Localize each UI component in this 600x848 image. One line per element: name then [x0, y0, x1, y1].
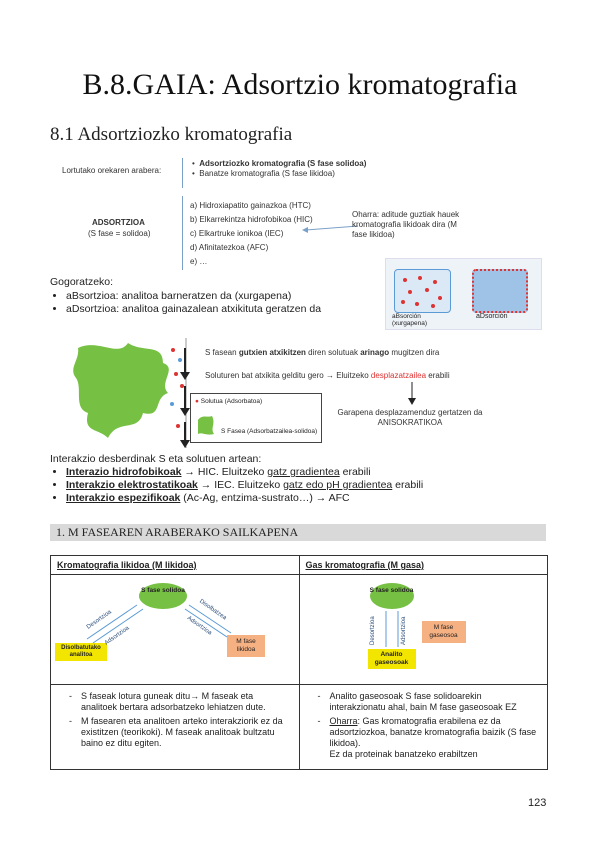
- mobile-phase-node: M fase likidoa: [227, 635, 265, 657]
- interaction-item: • Interakzio elektrostatikoak → IEC. Eluitzeko gatz edo pH gradientea erabili: [66, 479, 423, 491]
- type-item: e) …: [190, 257, 208, 266]
- divider: [182, 196, 183, 270]
- interactions-list: [52, 466, 423, 505]
- note: Oharra: aditude guztiak hauek kromatografia likidoak dira (M fase likidoa): [352, 210, 460, 239]
- note-item: - M fasearen eta analitoen arteko interakziorik ez da existitzen (teorikoki). M faseak analitoak bultzatu baino ez ditu egiten.: [81, 716, 291, 749]
- analyte-node: Disolbatutako analitoa: [55, 643, 107, 661]
- note-item: - Oharra: Gas kromatografia erabilena ez da adsortziozkoa, banatze kromatografia baizik (S fase likidoa). Ez da proteinak banatzeko erabiltzen: [330, 716, 540, 760]
- arrow-icon: [300, 220, 360, 240]
- section-title: 8.1 Adsortziozko kromatografia: [50, 124, 293, 145]
- column-diagram: [68, 338, 188, 448]
- note-item: - S faseak lotura guneak ditu→ M faseak eta analitoek bertara adsorbatzeko lehiatzen dute.: [81, 691, 291, 713]
- analyte-node: Analito gaseosoak: [368, 649, 416, 669]
- diagram-line-2: Soluturen bat atxikita gelditu gero → Eluitzeko desplazatzailea erabili: [205, 371, 450, 380]
- particles-icon: [395, 270, 450, 312]
- adsorption-box: [472, 269, 528, 313]
- diagram-arrows-icon: [300, 575, 548, 685]
- adsorption-label: Adsortzioa: [103, 625, 131, 647]
- note-item: - Analito gaseosoak S fase solidoarekin interakzionatu ahal, bain M fase gaseosoak EZ: [330, 691, 540, 713]
- column-illustration: [68, 338, 188, 448]
- adsorption-label: ADSORTZIOA: [92, 218, 145, 227]
- phase-item: • Banatze kromatografia (S fase likidoa): [192, 169, 335, 178]
- type-item: d) Afinitatezkoa (AFC): [190, 243, 269, 252]
- diagram-line-3: Garapena desplazamenduz gertatzen da ANISOKRATIKOA: [337, 408, 483, 427]
- absorption-box: [394, 269, 451, 313]
- dissolution-label: Disolbatzea: [198, 598, 228, 622]
- absorption-figure: [385, 258, 542, 330]
- section-band: 1. M FASEAREN ARABERAKO SAILKAPENA: [50, 524, 546, 541]
- col1-diagram: [51, 575, 300, 685]
- absorption-caption: aBsorción (xurgapena): [392, 313, 428, 327]
- col2-header: Gas kromatografia (M gasa): [299, 556, 548, 575]
- type-item: b) Elkarrekintza hidrofobikoa (HIC): [190, 215, 313, 224]
- phase-item: • Adsortziozko kromatografia (S fase solidoa): [192, 159, 367, 168]
- arrow-down-icon: [406, 382, 418, 406]
- mobile-phase-node: M fase gaseosoa: [422, 621, 466, 643]
- adsorption-label: Adsortzioa: [185, 615, 213, 637]
- phase-list: [192, 159, 366, 179]
- comparison-table: [50, 555, 548, 770]
- adsorption-caption: aDsorción: [476, 313, 508, 320]
- col2-diagram: [299, 575, 548, 685]
- page-number: 123: [528, 797, 547, 809]
- legend-box: [190, 393, 322, 443]
- interactions-intro: Interakzio desberdinak S eta solutuen artean:: [50, 453, 262, 465]
- col1-header: Kromatografia likidoa (M likidoa): [51, 556, 300, 575]
- interaction-item: • Interazio hidrofobikoak → HIC. Eluitzeko gatz gradientea erabili: [66, 466, 423, 478]
- diagram-line-1: S fasean gutxien atxikitzen diren solutuak arinago mugitzen dira: [205, 348, 440, 357]
- remember-item: • aBsortzioa: analitoa barneratzen da (xurgapena): [66, 290, 321, 302]
- phase-criterion-label: Lortutako orekaren arabera:: [62, 166, 162, 175]
- type-list: [190, 199, 313, 269]
- page-title: B.8.GAIA: Adsortzio kromatografia: [82, 68, 518, 101]
- divider: [182, 158, 183, 188]
- type-item: a) Hidroxiapatito gainazkoa (HTC): [190, 201, 311, 210]
- remember-list: [52, 290, 321, 316]
- remember-item: • aDsortzioa: analitoa gainazalean atxikituta geratzen da: [66, 303, 321, 315]
- adsorption-label: Adsortzioa: [400, 616, 407, 645]
- desorption-label: Desortzioa: [85, 609, 113, 631]
- solid-phase-node: S fase solidoa: [370, 583, 414, 609]
- col2-notes: [299, 685, 548, 770]
- type-item: c) Elkartruke ionikoa (IEC): [190, 229, 284, 238]
- remember-label: Gogoratzeko:: [50, 276, 114, 288]
- interaction-item: • Interakzio espezifikoak (Ac-Ag, entzima-sustrato…) → AFC: [66, 492, 423, 504]
- legend-phase: S Fasea (Adsorbatzailea-solidoa): [221, 428, 318, 435]
- adsorption-sub: (S fase = solidoa): [88, 229, 151, 238]
- desorption-label: Desortzioa: [369, 616, 376, 645]
- solid-phase-node: S fase solidoa: [139, 583, 187, 609]
- col1-notes: [51, 685, 300, 770]
- legend-solute: ● Solutua (Adsorbatoa): [195, 398, 263, 405]
- stationary-phase-icon: [196, 414, 216, 436]
